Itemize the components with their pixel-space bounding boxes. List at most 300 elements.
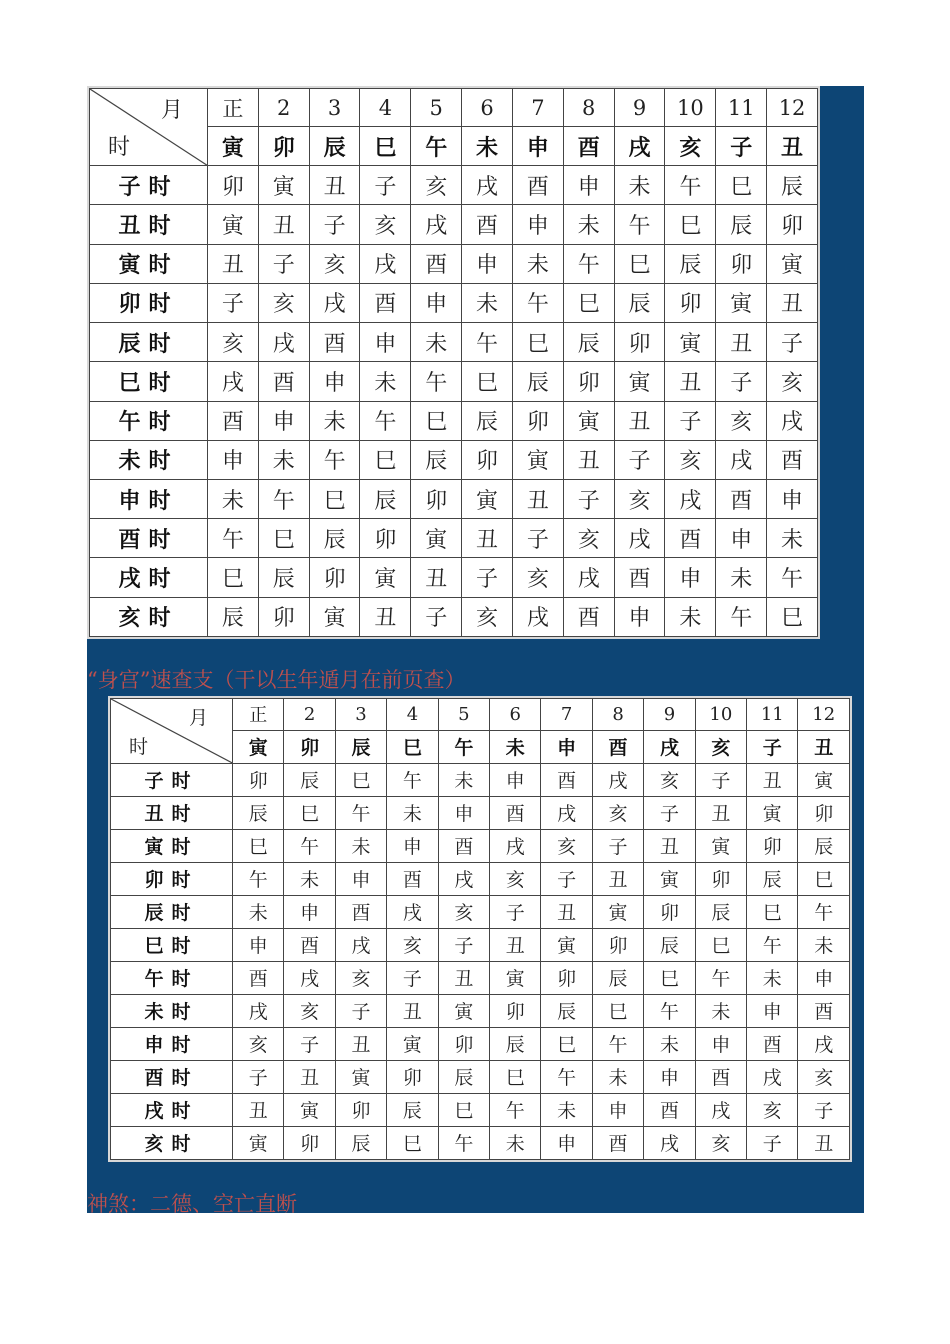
- hour-label-cell: 酉时: [90, 519, 208, 558]
- month-branch-cell: 未: [462, 127, 513, 166]
- table-cell: 午: [490, 1093, 541, 1126]
- table-row: [90, 597, 818, 636]
- month-branch-cell: 寅: [208, 127, 259, 166]
- table-cell: 卯: [309, 558, 360, 597]
- table-cell: 巳: [767, 597, 818, 636]
- table-cell: 卯: [563, 362, 614, 401]
- table-cell: 巳: [208, 558, 259, 597]
- table-cell: 酉: [411, 244, 462, 283]
- table-cell: 酉: [614, 558, 665, 597]
- table-cell: 亥: [438, 895, 489, 928]
- table-cell: 巳: [284, 796, 335, 829]
- table-cell: 卯: [644, 895, 695, 928]
- table-cell: 寅: [767, 244, 818, 283]
- table-cell: 辰: [490, 1027, 541, 1060]
- table-cell: 酉: [747, 1027, 798, 1060]
- table-cell: 丑: [387, 994, 438, 1027]
- table-cell: 申: [284, 895, 335, 928]
- table-cell: 申: [767, 479, 818, 518]
- table-cell: 未: [614, 166, 665, 205]
- table-cell: 申: [592, 1093, 643, 1126]
- table-cell: 子: [541, 862, 592, 895]
- hour-label-cell: 子时: [111, 763, 233, 796]
- table-cell: 戌: [284, 961, 335, 994]
- table-cell: 申: [233, 928, 284, 961]
- table-cell: 丑: [208, 244, 259, 283]
- table-row: [90, 519, 818, 558]
- table-cell: 亥: [360, 205, 411, 244]
- table-cell: 未: [462, 283, 513, 322]
- table-cell: 酉: [512, 166, 563, 205]
- table-cell: 丑: [767, 283, 818, 322]
- table-cell: 寅: [438, 994, 489, 1027]
- table-cell: 辰: [541, 994, 592, 1027]
- table-cell: 寅: [614, 362, 665, 401]
- table-cell: 子: [335, 994, 386, 1027]
- table-cell: 丑: [490, 928, 541, 961]
- table-cell: 辰: [716, 205, 767, 244]
- month-header-cell: 10: [695, 699, 746, 731]
- corner-header-cell: [111, 699, 233, 764]
- table-cell: 午: [360, 401, 411, 440]
- table-cell: 申: [665, 558, 716, 597]
- table-cell: 未: [258, 440, 309, 479]
- table-cell: 丑: [462, 519, 513, 558]
- table-cell: 申: [512, 205, 563, 244]
- month-header-cell: 5: [438, 699, 489, 731]
- table-cell: 卯: [335, 1093, 386, 1126]
- table-cell: 辰: [512, 362, 563, 401]
- corner-hour-label: 时: [108, 135, 131, 161]
- table-cell: 戌: [360, 244, 411, 283]
- table-cell: 午: [309, 440, 360, 479]
- table-cell: 酉: [360, 283, 411, 322]
- table-cell: 酉: [563, 597, 614, 636]
- table-row: [90, 244, 818, 283]
- table-cell: 亥: [335, 961, 386, 994]
- table-cell: 未: [233, 895, 284, 928]
- hour-label-cell: 辰时: [111, 895, 233, 928]
- table-row: [111, 961, 850, 994]
- hour-label-cell: 戌时: [90, 558, 208, 597]
- table-cell: 午: [438, 1126, 489, 1159]
- table-cell: 巳: [563, 283, 614, 322]
- table-cell: 未: [563, 205, 614, 244]
- table-cell: 未: [541, 1093, 592, 1126]
- month-header-cell: 8: [592, 699, 643, 731]
- table-cell: 巳: [462, 362, 513, 401]
- table-cell: 卯: [592, 928, 643, 961]
- table-row: [111, 895, 850, 928]
- hour-label-cell: 亥时: [90, 597, 208, 636]
- table-cell: 卯: [614, 323, 665, 362]
- table-cell: 亥: [512, 558, 563, 597]
- hour-label-cell: 寅时: [111, 829, 233, 862]
- table-cell: 亥: [462, 597, 513, 636]
- month-branch-cell: 亥: [665, 127, 716, 166]
- table-cell: 午: [592, 1027, 643, 1060]
- table-cell: 巳: [490, 1060, 541, 1093]
- table-cell: 子: [258, 244, 309, 283]
- table-cell: 巳: [644, 961, 695, 994]
- table-cell: 寅: [716, 283, 767, 322]
- table-cell: 亥: [233, 1027, 284, 1060]
- table-cell: 寅: [208, 205, 259, 244]
- hour-label-cell: 亥时: [111, 1126, 233, 1159]
- table-cell: 酉: [798, 994, 850, 1027]
- table-cell: 寅: [695, 829, 746, 862]
- table-cell: 寅: [665, 323, 716, 362]
- table-cell: 子: [695, 763, 746, 796]
- table-cell: 子: [490, 895, 541, 928]
- table-cell: 亥: [258, 283, 309, 322]
- month-branch-cell: 未: [490, 730, 541, 763]
- corner-hour-label: 时: [129, 735, 149, 758]
- table-cell: 酉: [258, 362, 309, 401]
- ming-gong-table: [89, 88, 818, 637]
- table-cell: 卯: [387, 1060, 438, 1093]
- table-cell: 寅: [233, 1126, 284, 1159]
- month-header-cell: 11: [716, 89, 767, 127]
- table-cell: 卯: [208, 166, 259, 205]
- table-cell: 子: [387, 961, 438, 994]
- table-cell: 戌: [438, 862, 489, 895]
- table-cell: 寅: [644, 862, 695, 895]
- month-header-cell: 9: [644, 699, 695, 731]
- month-header-cell: 2: [258, 89, 309, 127]
- table-cell: 寅: [309, 597, 360, 636]
- hour-label-cell: 申时: [90, 479, 208, 518]
- month-branch-cell: 戌: [614, 127, 665, 166]
- table-cell: 丑: [747, 763, 798, 796]
- table-cell: 未: [644, 1027, 695, 1060]
- table-cell: 寅: [387, 1027, 438, 1060]
- table-cell: 酉: [490, 796, 541, 829]
- table-cell: 寅: [335, 1060, 386, 1093]
- hour-label-cell: 未时: [111, 994, 233, 1027]
- table-cell: 戌: [665, 479, 716, 518]
- table-cell: 戌: [387, 895, 438, 928]
- table-cell: 戌: [541, 796, 592, 829]
- table-cell: 子: [563, 479, 614, 518]
- table-cell: 酉: [462, 205, 513, 244]
- table-cell: 子: [512, 519, 563, 558]
- table-cell: 午: [767, 558, 818, 597]
- table-cell: 酉: [438, 829, 489, 862]
- table-cell: 巳: [360, 440, 411, 479]
- table-cell: 巳: [438, 1093, 489, 1126]
- table-row: [111, 763, 850, 796]
- header-months-row: [111, 699, 850, 731]
- table-cell: 丑: [665, 362, 716, 401]
- table-cell: 戌: [490, 829, 541, 862]
- table-cell: 亥: [747, 1093, 798, 1126]
- month-header-cell: 8: [563, 89, 614, 127]
- table-cell: 辰: [747, 862, 798, 895]
- table-cell: 未: [767, 519, 818, 558]
- table-cell: 寅: [798, 763, 850, 796]
- hour-label-cell: 午时: [90, 401, 208, 440]
- table-cell: 午: [387, 763, 438, 796]
- table-cell: 寅: [747, 796, 798, 829]
- table-cell: 巳: [387, 1126, 438, 1159]
- hour-label-cell: 卯时: [90, 283, 208, 322]
- month-branch-cell: 子: [716, 127, 767, 166]
- table-cell: 戌: [614, 519, 665, 558]
- table-cell: 未: [335, 829, 386, 862]
- table-cell: 辰: [695, 895, 746, 928]
- month-header-cell: 3: [335, 699, 386, 731]
- table-cell: 亥: [716, 401, 767, 440]
- month-header-cell: 正: [208, 89, 259, 127]
- table-cell: 午: [644, 994, 695, 1027]
- table-row: [111, 1060, 850, 1093]
- table-cell: 午: [614, 205, 665, 244]
- table-row: [90, 205, 818, 244]
- hour-label-cell: 丑时: [90, 205, 208, 244]
- table-cell: 巳: [614, 244, 665, 283]
- table-cell: 未: [716, 558, 767, 597]
- table-cell: 戌: [716, 440, 767, 479]
- month-header-cell: 4: [360, 89, 411, 127]
- header-months-row: [90, 89, 818, 127]
- corner-month-label: 月: [188, 707, 208, 729]
- table-cell: 卯: [767, 205, 818, 244]
- table-cell: 戌: [335, 928, 386, 961]
- table-cell: 未: [490, 1126, 541, 1159]
- month-branch-cell: 申: [512, 127, 563, 166]
- month-branch-cell: 辰: [335, 730, 386, 763]
- table-cell: 申: [798, 961, 850, 994]
- table-cell: 未: [512, 244, 563, 283]
- table-cell: 卯: [747, 829, 798, 862]
- table-cell: 辰: [411, 440, 462, 479]
- table-cell: 申: [258, 401, 309, 440]
- table-row: [90, 362, 818, 401]
- table-cell: 戌: [233, 994, 284, 1027]
- table-cell: 巳: [233, 829, 284, 862]
- table-cell: 丑: [233, 1093, 284, 1126]
- table-cell: 丑: [309, 166, 360, 205]
- table-cell: 卯: [541, 961, 592, 994]
- hour-label-cell: 辰时: [90, 323, 208, 362]
- month-branch-cell: 酉: [592, 730, 643, 763]
- month-header-cell: 4: [387, 699, 438, 731]
- shensha-caption: 神煞：二德、空亡直断: [87, 1192, 297, 1216]
- table-cell: 辰: [387, 1093, 438, 1126]
- table-cell: 子: [798, 1093, 850, 1126]
- table-cell: 辰: [462, 401, 513, 440]
- table-cell: 亥: [563, 519, 614, 558]
- table-cell: 未: [592, 1060, 643, 1093]
- table-cell: 亥: [490, 862, 541, 895]
- hour-label-cell: 申时: [111, 1027, 233, 1060]
- month-branch-cell: 午: [411, 127, 462, 166]
- table-cell: 巳: [411, 401, 462, 440]
- table-cell: 辰: [233, 796, 284, 829]
- table-cell: 酉: [665, 519, 716, 558]
- table-cell: 丑: [411, 558, 462, 597]
- table-cell: 亥: [767, 362, 818, 401]
- month-header-cell: 9: [614, 89, 665, 127]
- table-cell: 酉: [309, 323, 360, 362]
- month-branch-cell: 卯: [284, 730, 335, 763]
- table-cell: 辰: [592, 961, 643, 994]
- table-cell: 申: [644, 1060, 695, 1093]
- month-branch-cell: 申: [541, 730, 592, 763]
- table-cell: 申: [695, 1027, 746, 1060]
- table-cell: 酉: [644, 1093, 695, 1126]
- table-cell: 寅: [592, 895, 643, 928]
- table-row: [111, 796, 850, 829]
- table-row: [90, 558, 818, 597]
- table-cell: 未: [695, 994, 746, 1027]
- table-cell: 午: [512, 283, 563, 322]
- table-cell: 巳: [541, 1027, 592, 1060]
- table-cell: 子: [644, 796, 695, 829]
- table-cell: 子: [462, 558, 513, 597]
- table-cell: 酉: [335, 895, 386, 928]
- table-cell: 亥: [411, 166, 462, 205]
- table-cell: 午: [462, 323, 513, 362]
- table-cell: 辰: [438, 1060, 489, 1093]
- table-cell: 午: [541, 1060, 592, 1093]
- table-cell: 子: [767, 323, 818, 362]
- table-cell: 辰: [335, 1126, 386, 1159]
- hour-label-cell: 未时: [90, 440, 208, 479]
- month-branch-cell: 亥: [695, 730, 746, 763]
- table-row: [90, 479, 818, 518]
- table-row: [111, 829, 850, 862]
- table-cell: 酉: [716, 479, 767, 518]
- table-cell: 未: [438, 763, 489, 796]
- table-cell: 丑: [563, 440, 614, 479]
- shen-gong-caption: “身宫”速查支（干以生年遁月在前页查）: [87, 668, 466, 692]
- table-cell: 寅: [512, 440, 563, 479]
- table-cell: 申: [208, 440, 259, 479]
- table-cell: 酉: [208, 401, 259, 440]
- table-cell: 酉: [541, 763, 592, 796]
- table-row: [90, 440, 818, 479]
- table-cell: 酉: [592, 1126, 643, 1159]
- table-cell: 未: [309, 401, 360, 440]
- table-cell: 辰: [767, 166, 818, 205]
- table-cell: 丑: [716, 323, 767, 362]
- table-cell: 辰: [208, 597, 259, 636]
- table-cell: 巳: [258, 519, 309, 558]
- table-row: [111, 1093, 850, 1126]
- corner-header-cell: [90, 89, 208, 166]
- table-cell: 寅: [360, 558, 411, 597]
- table-cell: 戌: [258, 323, 309, 362]
- table-cell: 未: [798, 928, 850, 961]
- table-cell: 辰: [284, 763, 335, 796]
- table-cell: 戌: [411, 205, 462, 244]
- table-cell: 寅: [541, 928, 592, 961]
- hour-label-cell: 寅时: [90, 244, 208, 283]
- table-cell: 子: [411, 597, 462, 636]
- table-cell: 申: [360, 323, 411, 362]
- table-cell: 卯: [360, 519, 411, 558]
- month-branch-cell: 戌: [644, 730, 695, 763]
- table-cell: 巳: [309, 479, 360, 518]
- table-cell: 丑: [541, 895, 592, 928]
- table-row: [111, 928, 850, 961]
- table-cell: 午: [747, 928, 798, 961]
- table-cell: 戌: [747, 1060, 798, 1093]
- table-cell: 巳: [798, 862, 850, 895]
- table-cell: 未: [284, 862, 335, 895]
- table-cell: 辰: [360, 479, 411, 518]
- table-cell: 午: [335, 796, 386, 829]
- hour-label-cell: 戌时: [111, 1093, 233, 1126]
- table-cell: 寅: [284, 1093, 335, 1126]
- table-cell: 卯: [438, 1027, 489, 1060]
- table-cell: 午: [716, 597, 767, 636]
- month-branch-cell: 丑: [767, 127, 818, 166]
- table-cell: 卯: [665, 283, 716, 322]
- table-cell: 午: [208, 519, 259, 558]
- table-cell: 寅: [258, 166, 309, 205]
- table-cell: 寅: [462, 479, 513, 518]
- month-branch-cell: 寅: [233, 730, 284, 763]
- table-cell: 辰: [665, 244, 716, 283]
- table-cell: 寅: [563, 401, 614, 440]
- table-cell: 申: [541, 1126, 592, 1159]
- table-row: [111, 1126, 850, 1159]
- table-cell: 酉: [387, 862, 438, 895]
- month-header-cell: 3: [309, 89, 360, 127]
- table-cell: 卯: [798, 796, 850, 829]
- table-cell: 午: [798, 895, 850, 928]
- table-cell: 卯: [411, 479, 462, 518]
- table-cell: 丑: [798, 1126, 850, 1159]
- hour-label-cell: 子时: [90, 166, 208, 205]
- table-cell: 午: [665, 166, 716, 205]
- table-cell: 辰: [644, 928, 695, 961]
- table-cell: 午: [695, 961, 746, 994]
- table-cell: 卯: [512, 401, 563, 440]
- month-branch-cell: 卯: [258, 127, 309, 166]
- table-cell: 丑: [335, 1027, 386, 1060]
- hour-label-cell: 丑时: [111, 796, 233, 829]
- table-cell: 丑: [438, 961, 489, 994]
- shen-gong-table-container: [108, 696, 852, 1162]
- table-cell: 丑: [695, 796, 746, 829]
- table-cell: 卯: [695, 862, 746, 895]
- table-cell: 丑: [644, 829, 695, 862]
- hour-label-cell: 巳时: [90, 362, 208, 401]
- hour-label-cell: 巳时: [111, 928, 233, 961]
- table-cell: 子: [665, 401, 716, 440]
- table-row: [90, 166, 818, 205]
- table-cell: 辰: [258, 558, 309, 597]
- table-cell: 亥: [665, 440, 716, 479]
- table-cell: 子: [614, 440, 665, 479]
- table-cell: 午: [411, 362, 462, 401]
- table-cell: 卯: [716, 244, 767, 283]
- shen-gong-table: [110, 698, 850, 1160]
- table-cell: 亥: [614, 479, 665, 518]
- month-header-cell: 6: [490, 699, 541, 731]
- table-cell: 亥: [592, 796, 643, 829]
- table-cell: 子: [747, 1126, 798, 1159]
- table-cell: 酉: [284, 928, 335, 961]
- table-cell: 戌: [462, 166, 513, 205]
- table-cell: 亥: [387, 928, 438, 961]
- table-cell: 卯: [490, 994, 541, 1027]
- month-branch-cell: 酉: [563, 127, 614, 166]
